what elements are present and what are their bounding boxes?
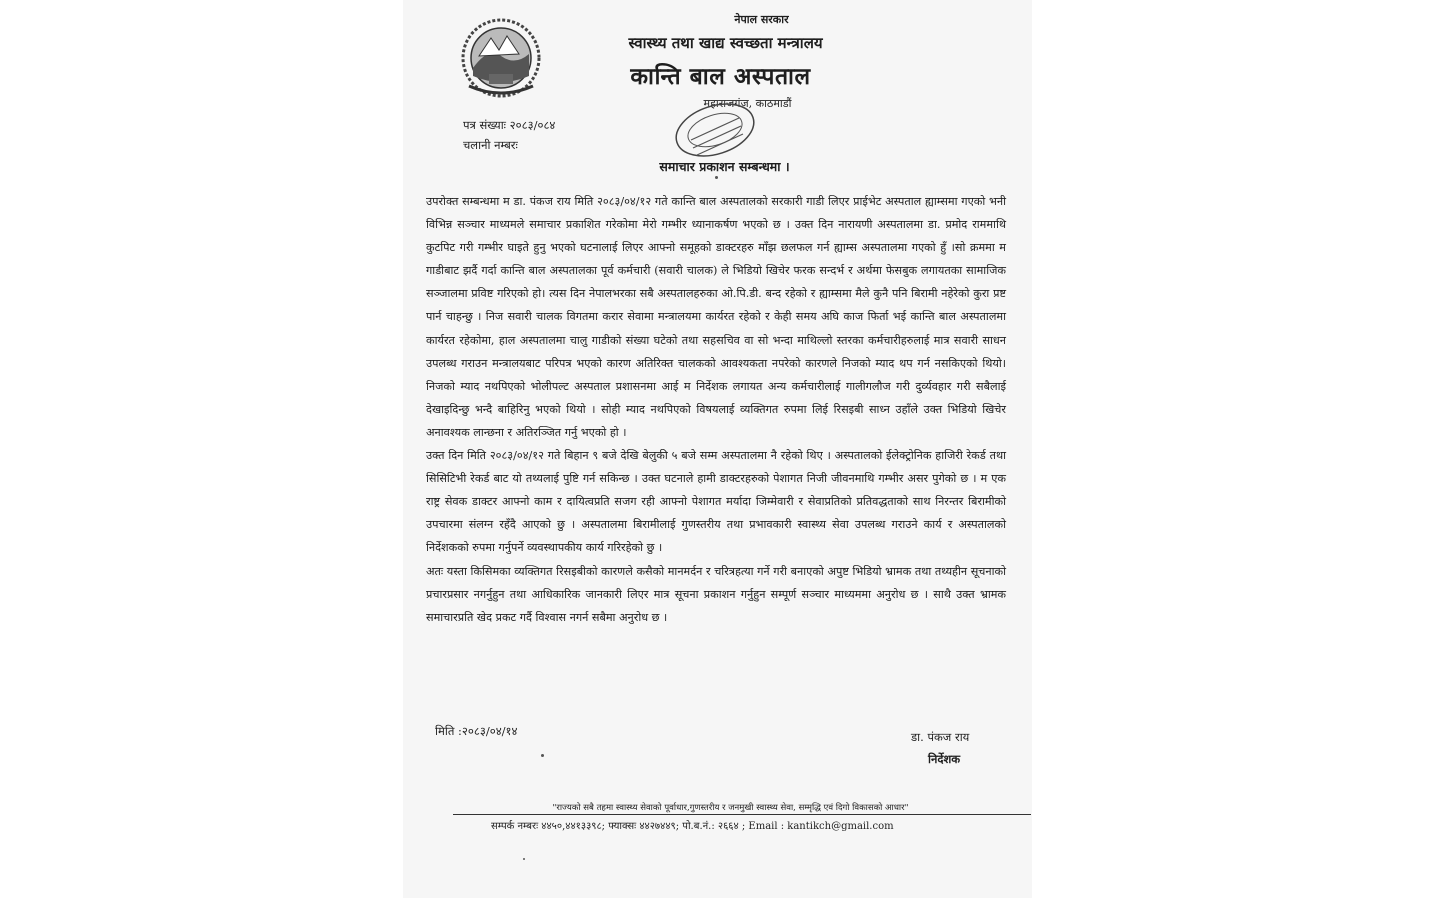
- government-name: नेपाल सरकार: [734, 13, 789, 26]
- dispatch-number: चलानी नम्बरः: [463, 138, 518, 152]
- scan-speck: [523, 858, 525, 860]
- scan-speck: [715, 176, 718, 179]
- signatory-title: निर्देशक: [928, 752, 961, 766]
- hospital-name: कान्ति बाल अस्पताल: [630, 63, 811, 90]
- signatory-name: डा. पंकज राय: [911, 730, 970, 744]
- letter-date: मिति :२०८३/०४/१४: [435, 724, 518, 738]
- letter-body: [426, 190, 1006, 629]
- letter-subject: समाचार प्रकाशन सम्बन्धमा ।: [659, 159, 790, 174]
- footer-contact: सम्पर्क नम्बरः ४४५०,४४१३३९८; फ्याक्सः ४४२७४४९; पो.ब.नं.: २६६४ ; Email : kantikch@gmail.com: [491, 821, 894, 832]
- body-paragraph: अतः यस्ता किसिमका व्यक्तिगत रिसइबीको कारणले कसैको मानमर्दन र चरित्रहत्या गर्ने गरी बनाएको अपुष्ट भिडियो भ्रामक तथा तथ्यहीन सूचनाको प्रचारप्रसार नगर्नुहुन तथा आधिकारिक जानकारी लिएर मात्र सूचना प्रकाशन गर्नुहुन सम्पूर्ण सञ्चार माध्यममा अनुरोध छ । साथै उक्त भ्रामक समाचारप्रति खेद प्रकट गर्दै विश्वास नगर्न सबैमा अनुरोध छ ।: [426, 564, 1006, 624]
- ministry-name: स्वास्थ्य तथा खाद्य स्वच्छता मन्त्रालय: [628, 34, 823, 52]
- letter-number: पत्र संख्याः २०८३/०८४: [463, 118, 556, 132]
- letter-page: [403, 0, 1032, 898]
- footer-divider: [453, 814, 1031, 815]
- scan-speck: [541, 754, 544, 757]
- hospital-address: महाराजगंज, काठमाडौं: [703, 97, 792, 110]
- body-paragraph: उपरोक्त सम्बन्धमा म डा. पंकज राय मिति २०८३/०४/१२ गते कान्ति बाल अस्पतालको सरकारी गाडी लिएर प्राईभेट अस्पताल ह्याम्समा गएको भनी विभिन्न सञ्चार माध्यमले समाचार प्रकाशित गरेकोमा मेरो गम्भीर ध्यानाकर्षण भएको छ । उक्त दिन नारायणी अस्पतालमा डा. प्रमोद राममाथि कुटपिट गरी गम्भीर घाइते हुनु भएको घटनालाई लिएर आफ्नो समूहको डाक्टरहरु माँझ छलफल गर्न ह्याम्स अस्पतालमा गएको हुँ ।सो क्रममा म गाडीबाट झर्दै गर्दा कान्ति बाल अस्पतालका पूर्व कर्मचारी (सवारी चालक) ले भिडियो खिचेर फरक सन्दर्भ र अर्थमा फेसबुक लगायतका सामाजिक सञ्जालमा प्रविष्ट गरिएको हो। त्यस दिन नेपालभरका सबै अस्पतालहरुका ओ.पि.डी. बन्द रहेको र ह्याम्समा मैले कुनै पनि बिरामी नहेरेको कुरा प्रष्ट पार्न चाहन्छु । निज सवारी चालक विगतमा करार सेवामा मन्त्रालयमा कार्यरत रहेको र केही समय अघि काज फिर्ता भई कान्ति बाल अस्पतालमा कार्यरत रहेकोमा, हाल अस्पतालमा चालु गाडीको संख्या घटेको तथा सहसचिव वा सो भन्दा माथिल्लो स्तरका कर्मचारीहरुलाई मात्र सवारी साधन उपलब्ध गराउन मन्त्रालयबाट परिपत्र भएको कारण अतिरिक्त चालकको आवश्यकता नपरेको कारणले निजको म्याद थप गर्न नसकिएको थियो। निजको म्याद नथपिएको भोलीपल्ट अस्पताल प्रशासनमा आई म निर्देशक लगायत अन्य कर्मचारीलाई गालीगलौज गरी दुर्व्यवहार गरी सबैलाई देखाइदिन्छु भन्दै बाहिरिनु भएको थियो । सोही म्याद नथपिएको विषयलाई व्यक्तिगत रुपमा लिई रिसइबी साध्न उहाँले उक्त भिडियो खिचेर अनावश्यक लान्छना र अतिरञ्जित गर्नु भएको हो ।: [426, 195, 1006, 439]
- body-paragraph: उक्त दिन मिति २०८३/०४/१२ गते बिहान ९ बजे देखि बेलुकी ५ बजे सम्म अस्पतालमा नै रहेको थिए । अस्पतालको ईलेक्ट्रोनिक हाजिरी रेकर्ड तथा सिसिटिभी रेकर्ड बाट यो तथ्यलाई पुष्टि गर्न सकिन्छ । उक्त घटनाले हामी डाक्टरहरुको पेशागत निजी जीवनमाथि गम्भीर असर पुगेको छ । म एक राष्ट्र सेवक डाक्टर आफ्नो काम र दायित्वप्रति सजग रही आफ्नो पेशागत मर्यादा जिम्मेवारी र सेवाप्रतिको प्रतिवद्धताको साथ निरन्तर बिरामीको उपचारमा संलग्न रहँदै आएको छु । अस्पतालमा बिरामीलाई गुणस्तरीय तथा प्रभावकारी स्वास्थ्य सेवा उपलब्ध गराउने कार्य र अस्पतालको निर्देशकको रुपमा गर्नुपर्ने व्यवस्थापकीय कार्य गरिरहेको छु ।: [426, 449, 1006, 555]
- footer-slogan: "राज्यको सबै तहमा स्वास्थ्य सेवाको पूर्वाधार,गुणस्तरीय र जनमुखी स्वास्थ्य सेवा, सम्मृद्धि एवं दिगो विकासको आधार": [552, 803, 909, 813]
